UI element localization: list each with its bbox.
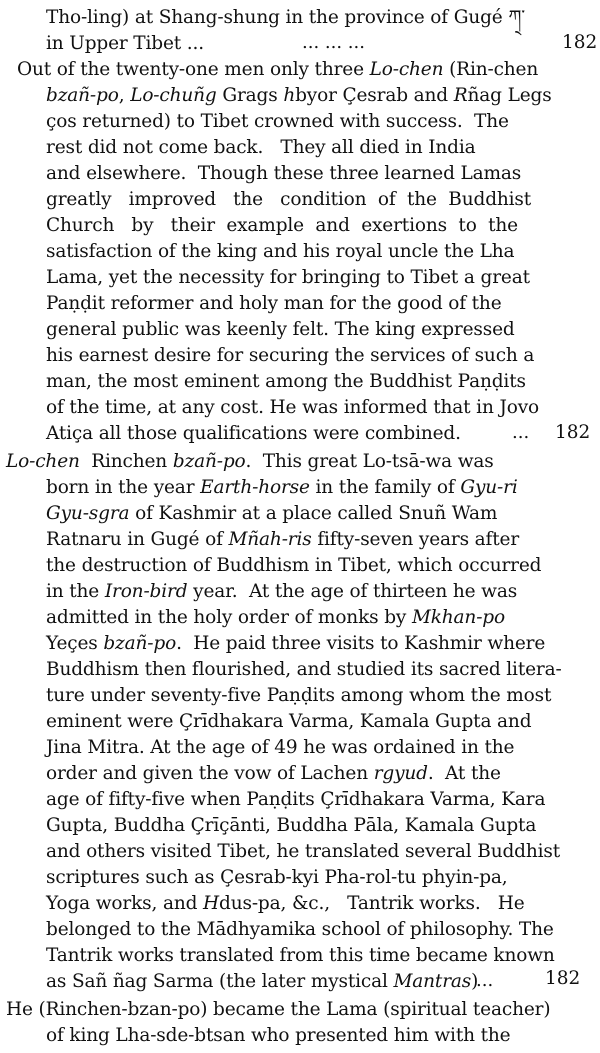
text-line: and others visited Tibet, he translated several Buddhist <box>46 841 561 862</box>
text-line: admitted in the holy order of monks by Mkhan-po <box>46 607 505 628</box>
text-line: greatly improved the condition of the Buddhist <box>46 189 532 210</box>
text-line: Lama, yet the necessity for bringing to Tibet a great <box>46 267 530 288</box>
dot-leader: ... <box>476 970 494 991</box>
text-line: of the time, at any cost. He was informed that in Jovo <box>46 397 539 418</box>
text-line: his earnest desire for securing the services of such a <box>46 345 535 366</box>
text-line: He (Rinchen-bzan-po) became the Lama (spiritual teacher) <box>6 999 551 1020</box>
text-line: Yoga works, and Hdus-pa, &c., Tantrik works. He <box>46 893 525 914</box>
page-reference: 182 <box>555 422 591 443</box>
dot-leader: ... <box>512 422 530 443</box>
text-line: Ratnaru in Gugé of Mñah-ris fifty-seven years after <box>46 529 520 550</box>
text-line: Lo-chen Rinchen bzañ-po. This great Lo-tsā-wa was <box>6 451 494 472</box>
text-line: in the Iron-bird year. At the age of thirteen he was <box>46 581 518 602</box>
text-line: belonged to the Mādhyamika school of philosophy. The <box>46 919 554 940</box>
text-line: eminent were Çrīdhakara Varma, Kamala Gupta and <box>46 711 532 732</box>
text-line: Buddhism then flourished, and studied its sacred litera- <box>46 659 562 680</box>
page-reference: 182 <box>545 968 581 989</box>
text-line: rest did not come back. They all died in India <box>46 137 476 158</box>
text-line: Tantrik works translated from this time became known <box>46 945 555 966</box>
text-line: of king Lha-sde-btsan who presented him with the <box>46 1025 511 1046</box>
text-line: born in the year Earth-horse in the family of Gyu-ri <box>46 477 518 498</box>
text-line: scriptures such as Çesrab-kyi Pha-rol-tu phyin-pa, <box>46 867 508 888</box>
text-line: Paṇḍit reformer and holy man for the good of the <box>46 293 502 314</box>
page-reference: 182 <box>562 32 598 53</box>
text-line: ture under seventy-five Paṇḍits among whom the most <box>46 685 552 706</box>
text-line: age of fifty-five when Paṇḍits Çrīdhakara Varma, Kara <box>46 789 546 810</box>
text-line: Tho-ling) at Shang-shung in the province of Gugé ཀ྄་ <box>46 7 525 28</box>
text-line: bzañ-po, Lo-chuñg Grags hbyor Çesrab and Rñag Legs <box>46 85 552 106</box>
text-line: order and given the vow of Lachen rgyud. At the <box>46 763 501 784</box>
text-line: Jina Mitra. At the age of 49 he was ordained in the <box>46 737 515 758</box>
text-line: ços returned) to Tibet crowned with success. The <box>46 111 509 132</box>
text-line: and elsewhere. Though these three learned Lamas <box>46 163 522 184</box>
text-line: Gupta, Buddha Çrīçānti, Buddha Pāla, Kamala Gupta <box>46 815 537 836</box>
text-line: in Upper Tibet ... <box>46 33 204 54</box>
text-line: Out of the twenty-one men only three Lo-chen (Rin-chen <box>17 59 539 80</box>
text-line: the destruction of Buddhism in Tibet, which occurred <box>46 555 542 576</box>
text-line: as Sañ ñag Sarma (the later mystical Mantras) <box>46 971 479 992</box>
text-line: general public was keenly felt. The king expressed <box>46 319 515 340</box>
text-line: Gyu-sgra of Kashmir at a place called Snuñ Wam <box>46 503 498 524</box>
text-line: Church by their example and exertions to the <box>46 215 518 236</box>
tibetan-script: ཀ྄་ <box>508 7 525 28</box>
text-line: man, the most eminent among the Buddhist Paṇḍits <box>46 371 526 392</box>
text-line: Yeçes bzañ-po. He paid three visits to Kashmir where <box>46 633 546 654</box>
text-line: satisfaction of the king and his royal uncle the Lha <box>46 241 515 262</box>
text-line: Atiça all those qualifications were combined. <box>46 423 461 444</box>
dot-leader: ... ... ... <box>302 32 365 53</box>
